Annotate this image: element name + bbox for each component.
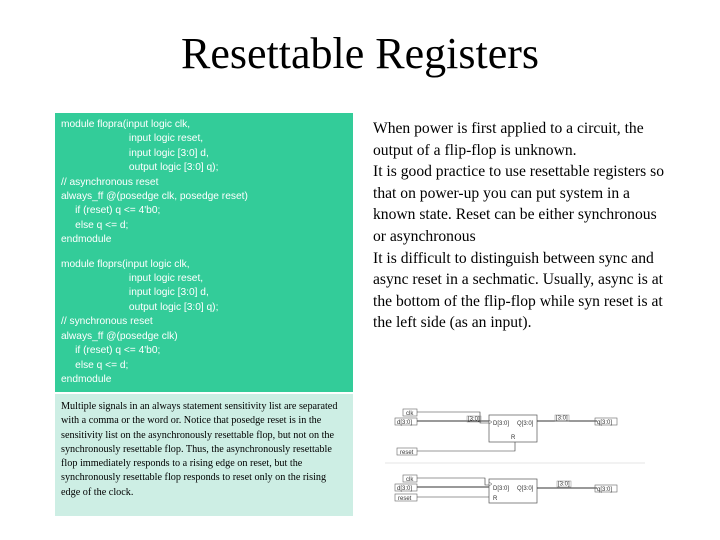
note-text: Multiple signals in an always statement sensitivity list are separated with a comma or the word or. Notice that posedge reset is in the sensitivity list on the asynchronously resettable flop, but not on the synchronously resettable flop. Thus, the asynchronously resettable flop immediately responds to a rising edge on reset, but the synchronously resettable flop responds to reset only on the rising edge of the clock. [61, 401, 338, 498]
verilog-code-block [55, 113, 353, 392]
flop-schematics [385, 395, 645, 515]
explanation-text [373, 118, 673, 334]
top-d-label: d[3:0] [397, 420, 413, 426]
explanation-para-3: It is difficult to distinguish between sync and async reset in a sechmatic. Usually, async is at the bottom of the flip-flop while syn reset is at the left side (as an input). [373, 249, 663, 332]
explanation-note [55, 394, 353, 516]
async-reset-flop-schematic [395, 409, 617, 456]
explanation-para-2: It is good practice to use resettable registers so that on power-up you can put system in a known state. Reset can be either synchronous or asynchronous [373, 163, 664, 245]
explanation-para-1: When power is first applied to a circuit, the output of a flip-flop is unknown. [373, 120, 644, 159]
flopra-code: module flopra(input logic clk, input logic reset, input logic [3:0] d, output logic [3:0] q); // asynchronous reset always_ff @(posedge clk, posedge reset) if (reset) q <= 4'b0; else q <= d; endmodule [61, 119, 248, 246]
bottom-flop-r: R [493, 496, 498, 502]
bottom-reset-label: reset [398, 496, 412, 502]
top-in-bus-label: [3:0] [468, 416, 480, 423]
bottom-flop-d: D[3:0] [493, 486, 510, 492]
floprs-code: module floprs(input logic clk, input logic reset, input logic [3:0] d, output logic [3:0] q); // synchronous reset always_ff @(posedge clk) if (reset) q <= 4'b0; else q <= d; endmodule [61, 258, 219, 385]
top-flop-r: R [511, 435, 516, 441]
bottom-clk-label: clk [406, 477, 414, 483]
top-flop-d: D[3:0] [493, 421, 510, 427]
bottom-q-label: q[3:0] [597, 487, 613, 493]
top-out-bus-label: [3:0] [556, 415, 568, 422]
sync-reset-flop-schematic [395, 475, 617, 503]
top-clk-label: clk [406, 411, 414, 417]
bottom-out-bus-label: [3:0] [558, 481, 570, 488]
bottom-d-label: d[3:0] [397, 486, 413, 492]
top-flop-q: Q[3:0] [517, 421, 534, 427]
bottom-flop-q: Q[3:0] [517, 486, 534, 492]
top-q-label: q[3:0] [597, 420, 613, 426]
slide-title: Resettable Registers [180, 29, 539, 78]
top-reset-label: reset [400, 450, 414, 456]
